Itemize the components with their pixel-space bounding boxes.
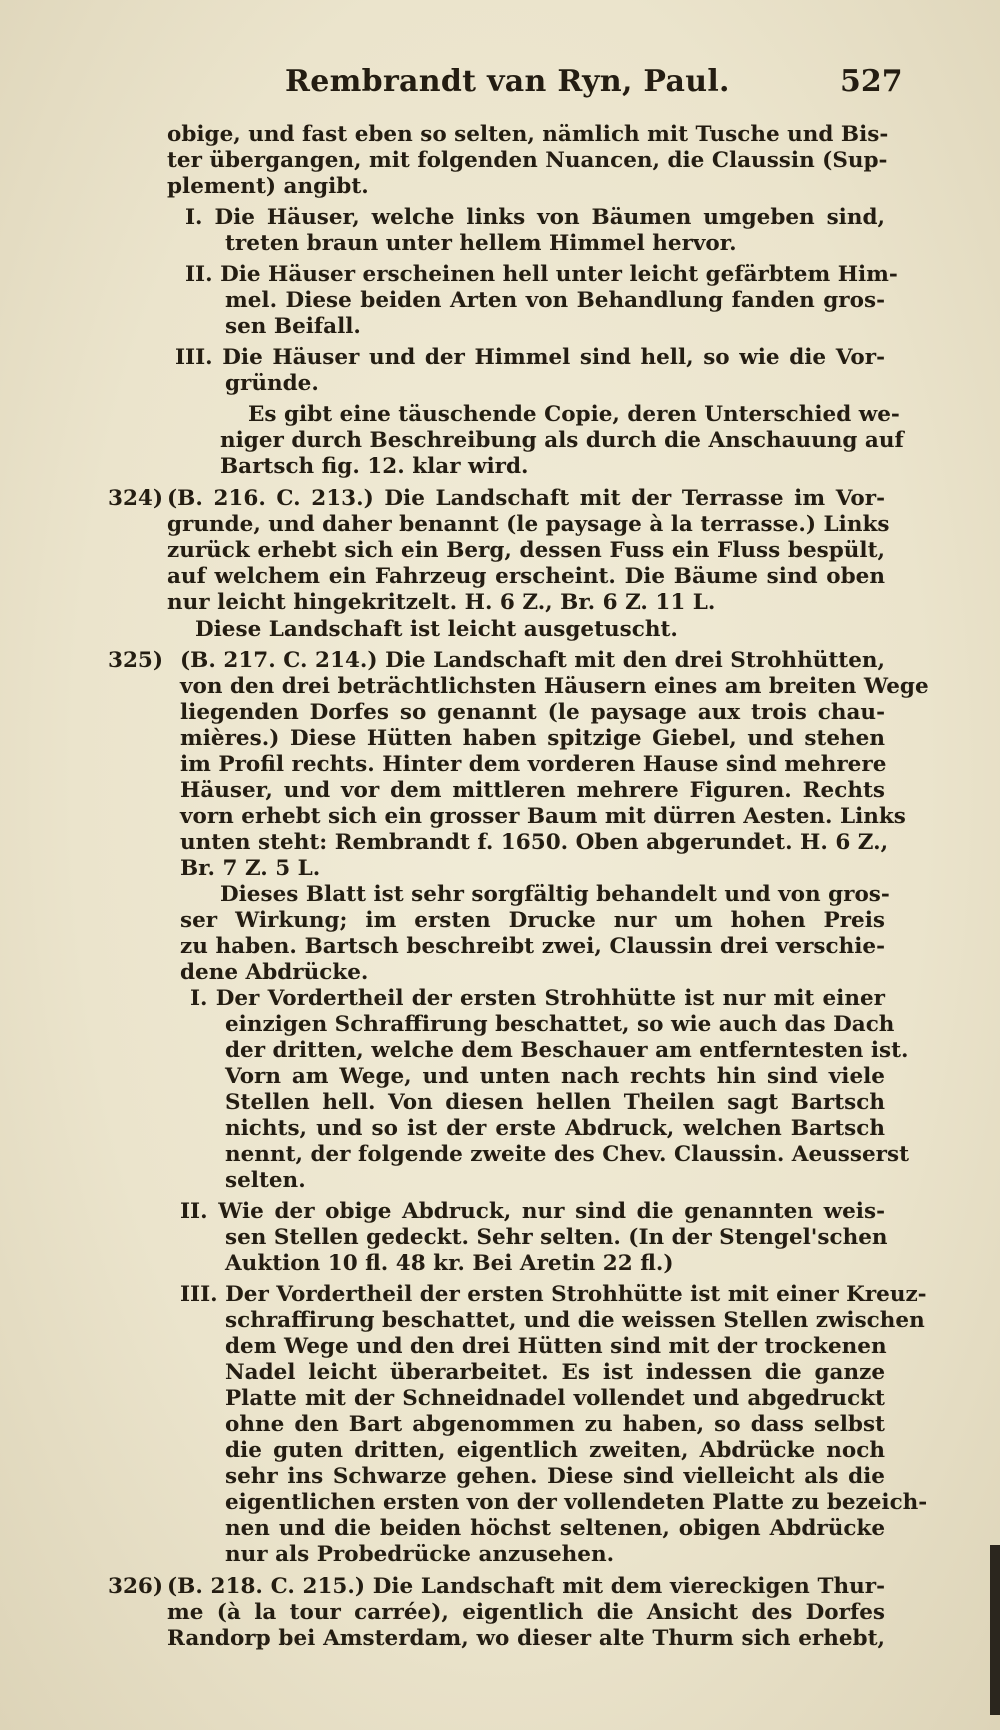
text-line: (B. 218. C. 215.) Die Landschaft mit dem viereckigen Thur- xyxy=(167,1574,885,1599)
page-edge-shadow xyxy=(990,1545,1000,1715)
running-head: Rembrandt van Ryn, Paul. xyxy=(285,64,730,99)
text-line: mières.) Diese Hütten haben spitzige Giebel, und stehen xyxy=(180,726,885,751)
text-line: obige, und fast eben so selten, nämlich mit Tusche und Bis- xyxy=(167,122,889,147)
entry-number: 326) xyxy=(108,1574,164,1599)
text-line: Bartsch fig. 12. klar wird. xyxy=(220,454,529,479)
text-line: ser Wirkung; im ersten Drucke nur um hohen Preis xyxy=(180,908,885,933)
text-line: Randorp bei Amsterdam, wo dieser alte Thurm sich erhebt, xyxy=(167,1626,885,1651)
text-line: nur leicht hingekritzelt. H. 6 Z., Br. 6 Z. 11 L. xyxy=(167,590,716,615)
text-line: grunde, und daher benannt (le paysage à la terrasse.) Links xyxy=(167,512,890,537)
text-line: von den drei beträchtlichsten Häusern eines am breiten Wege xyxy=(180,674,929,699)
text-line: Häuser, und vor dem mittleren mehrere Figuren. Rechts xyxy=(180,778,885,803)
text-line: Vorn am Wege, und unten nach rechts hin sind viele xyxy=(225,1064,885,1089)
text-line: sen Stellen gedeckt. Sehr selten. (In der Stengel'schen xyxy=(225,1225,888,1250)
text-line: zu haben. Bartsch beschreibt zwei, Claussin drei verschie- xyxy=(180,934,885,959)
text-line: schraffirung beschattet, und die weissen Stellen zwischen xyxy=(225,1308,925,1333)
text-line: ohne den Bart abgenommen zu haben, so dass selbst xyxy=(225,1412,885,1437)
text-line: unten steht: Rembrandt f. 1650. Oben abgerundet. H. 6 Z., xyxy=(180,830,889,855)
text-line: zurück erhebt sich ein Berg, dessen Fuss ein Fluss bespült, xyxy=(167,538,885,563)
text-line: selten. xyxy=(225,1168,306,1193)
text-line: niger durch Beschreibung als durch die Anschauung auf xyxy=(220,428,904,453)
text-line: III. Die Häuser und der Himmel sind hell, so wie die Vor- xyxy=(175,345,885,370)
text-line: (B. 216. C. 213.) Die Landschaft mit der Terrasse im Vor- xyxy=(167,486,885,511)
text-line: vorn erhebt sich ein grosser Baum mit dürren Aesten. Links xyxy=(180,804,906,829)
text-line: eigentlichen ersten von der vollendeten Platte zu bezeich- xyxy=(225,1490,928,1515)
text-line: dem Wege und den drei Hütten sind mit der trockenen xyxy=(225,1334,887,1359)
text-line: nichts, und so ist der erste Abdruck, welchen Bartsch xyxy=(225,1116,885,1141)
text-line: Dieses Blatt ist sehr sorgfältig behandelt und von gros- xyxy=(220,882,890,907)
text-line: Nadel leicht überarbeitet. Es ist indessen die ganze xyxy=(225,1360,885,1385)
text-line: Auktion 10 fl. 48 kr. Bei Aretin 22 fl.) xyxy=(225,1251,674,1276)
text-line: nen und die beiden höchst seltenen, obigen Abdrücke xyxy=(225,1516,885,1541)
text-line: die guten dritten, eigentlich zweiten, Abdrücke noch xyxy=(225,1438,885,1463)
text-line: Br. 7 Z. 5 L. xyxy=(180,856,321,881)
page-number: 527 xyxy=(840,64,903,99)
text-line: III. Der Vordertheil der ersten Strohhütte ist mit einer Kreuz- xyxy=(180,1282,927,1307)
text-line: Platte mit der Schneidnadel vollendet und abgedruckt xyxy=(225,1386,885,1411)
entry-number: 325) xyxy=(108,648,164,673)
text-line: Stellen hell. Von diesen hellen Theilen sagt Bartsch xyxy=(225,1090,885,1115)
text-line: der dritten, welche dem Beschauer am entferntesten ist. xyxy=(225,1038,909,1063)
text-line: sen Beifall. xyxy=(225,314,361,339)
text-line: nur als Probedrücke anzusehen. xyxy=(225,1542,615,1567)
text-line: II. Die Häuser erscheinen hell unter leicht gefärbtem Him- xyxy=(185,262,898,287)
text-line: einzigen Schraffirung beschattet, so wie auch das Dach xyxy=(225,1012,895,1037)
text-line: gründe. xyxy=(225,371,319,396)
text-line: plement) angibt. xyxy=(167,174,369,199)
text-line: I. Die Häuser, welche links von Bäumen umgeben sind, xyxy=(185,205,885,230)
text-line: (B. 217. C. 214.) Die Landschaft mit den drei Strohhütten, xyxy=(180,648,885,673)
text-line: me (à la tour carrée), eigentlich die Ansicht des Dorfes xyxy=(167,1600,885,1625)
text-line: II. Wie der obige Abdruck, nur sind die genannten weis- xyxy=(180,1199,885,1224)
text-line: auf welchem ein Fahrzeug erscheint. Die Bäume sind oben xyxy=(167,564,885,589)
text-line: Diese Landschaft ist leicht ausgetuscht. xyxy=(195,617,678,642)
text-line: I. Der Vordertheil der ersten Strohhütte ist nur mit einer xyxy=(190,986,885,1011)
text-line: Es gibt eine täuschende Copie, deren Unterschied we- xyxy=(248,402,900,427)
text-line: treten braun unter hellem Himmel hervor. xyxy=(225,231,737,256)
text-line: sehr ins Schwarze gehen. Diese sind vielleicht als die xyxy=(225,1464,885,1489)
text-line: nennt, der folgende zweite des Chev. Claussin. Aeusserst xyxy=(225,1142,910,1167)
entry-number: 324) xyxy=(108,486,164,511)
text-line: liegenden Dorfes so genannt (le paysage aux trois chau- xyxy=(180,700,885,725)
text-line: im Profil rechts. Hinter dem vorderen Hause sind mehrere xyxy=(180,752,887,777)
text-line: ter übergangen, mit folgenden Nuancen, die Claussin (Sup- xyxy=(167,148,888,173)
page-header xyxy=(0,62,1000,102)
text-line: mel. Diese beiden Arten von Behandlung fanden gros- xyxy=(225,288,885,313)
text-line: dene Abdrücke. xyxy=(180,960,369,985)
